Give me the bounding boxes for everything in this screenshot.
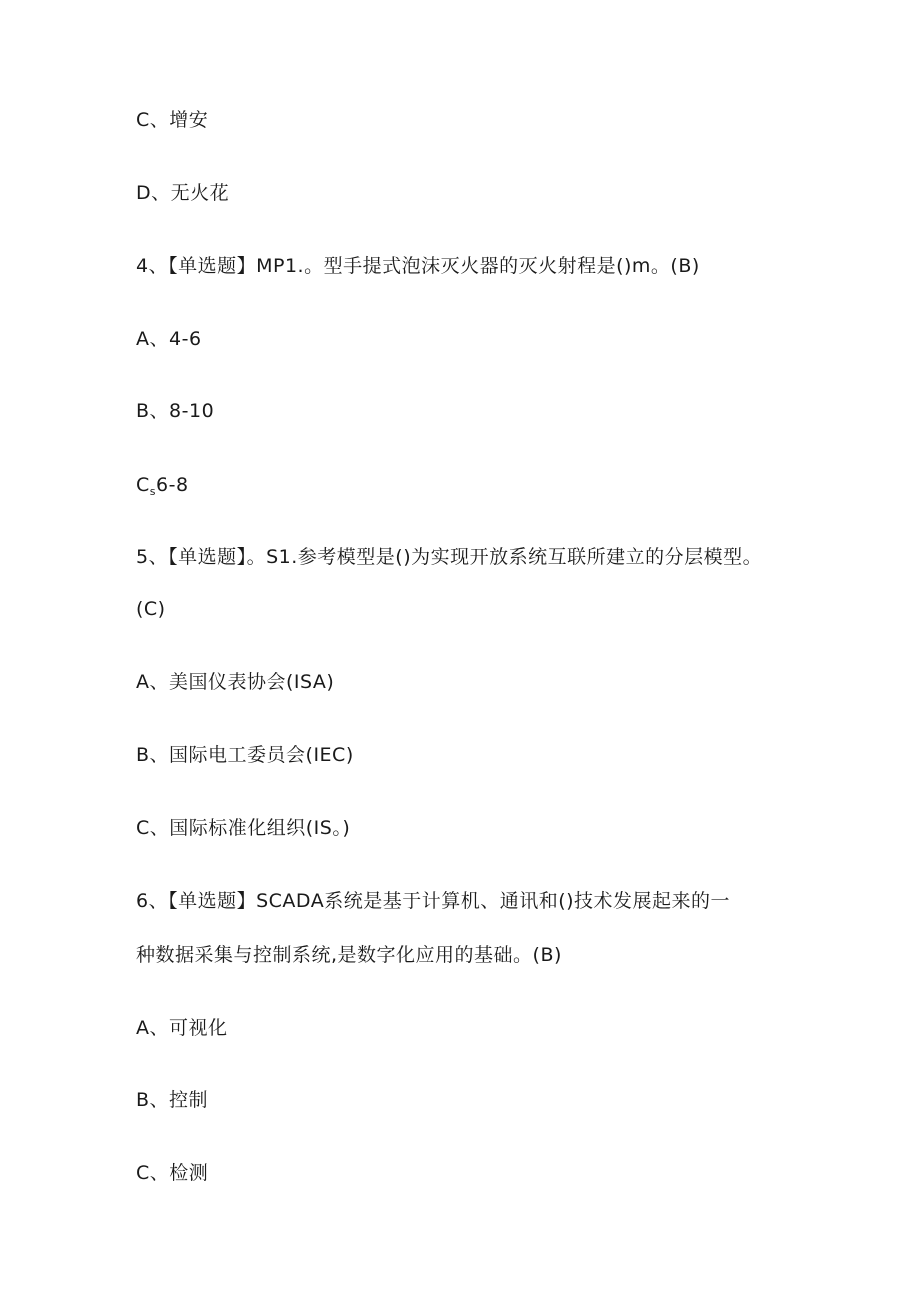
option-c-letter: C bbox=[136, 474, 150, 496]
option-b-q6: B、控制 bbox=[136, 1089, 209, 1111]
option-c-q5: C、国际标准化组织(IS。) bbox=[136, 817, 351, 839]
option-b-q5: B、国际电工委员会(IEC) bbox=[136, 744, 354, 766]
question-4: 4、【单选题】MP1.。型手提式泡沫灭火器的灭火射程是()m。(B) bbox=[136, 255, 700, 277]
option-d-q3: D、无火花 bbox=[136, 182, 230, 204]
question-6: 6、【单选题】SCADA系统是基于计算机、通讯和()技术发展起来的一 bbox=[136, 890, 731, 912]
option-c-q6: C、检测 bbox=[136, 1162, 209, 1184]
option-c-q4 bbox=[136, 472, 189, 505]
question-5: 5、【单选题】。S1.参考模型是()为实现开放系统互联所建立的分层模型。 bbox=[136, 546, 763, 568]
option-b-q4: B、8-10 bbox=[136, 400, 215, 422]
option-a-q6: A、可视化 bbox=[136, 1017, 228, 1039]
option-c-q3: C、增安 bbox=[136, 109, 209, 131]
option-c-subscript: s bbox=[149, 485, 157, 498]
option-c-value: 6-8 bbox=[156, 474, 189, 496]
question-6-continued: 种数据采集与控制系统,是数字化应用的基础。(B) bbox=[136, 944, 562, 966]
question-5-answer: (C) bbox=[136, 598, 166, 620]
option-a-q4: A、4-6 bbox=[136, 328, 202, 350]
option-a-q5: A、美国仪表协会(ISA) bbox=[136, 671, 335, 693]
